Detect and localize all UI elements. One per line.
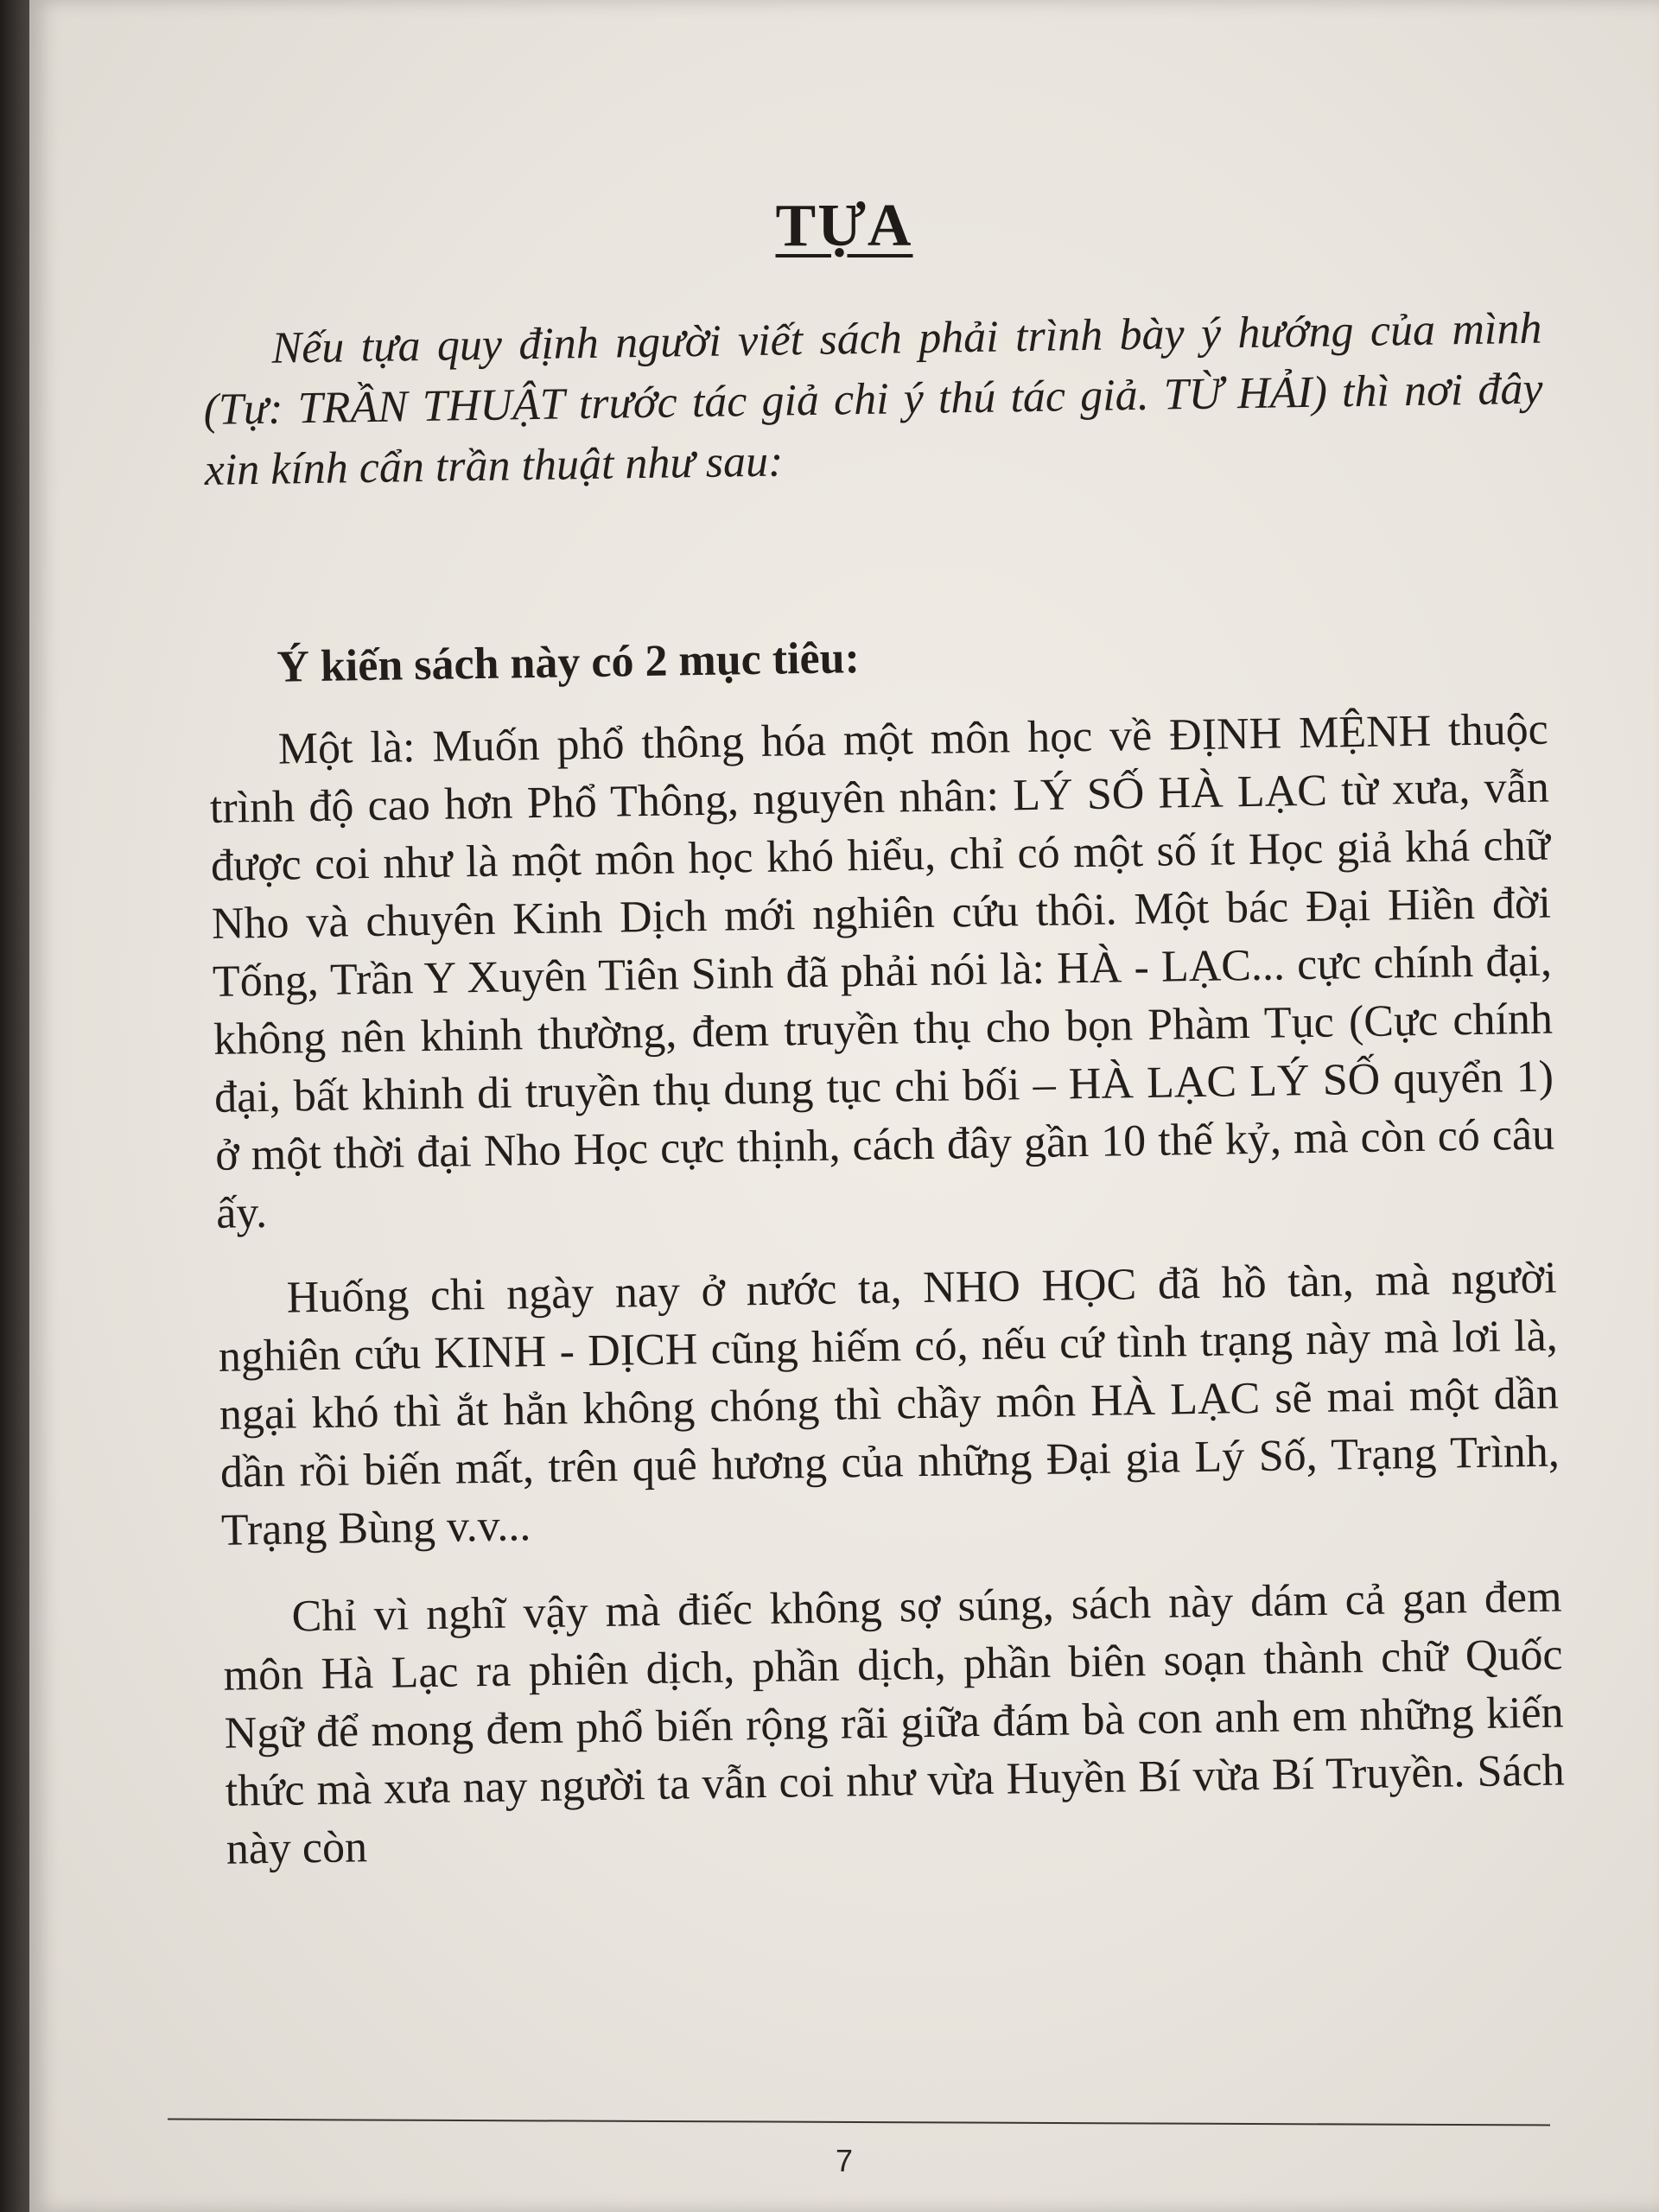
page-title <box>29 192 1659 261</box>
page-number: 7 <box>835 2143 854 2178</box>
footer-divider <box>168 2119 1550 2126</box>
page-body <box>202 299 1566 1878</box>
body-paragraph-2: Huống chi ngày nay ở nước ta, NHO HỌC đã hồ tàn, mà người nghiên cứu KINH - DỊCH cũng hiếm có, nếu cứ tình trạng này mà lơi là, ngại khó thì ắt hẳn không chóng thì chầy môn HÀ LẠC sẽ mai một dần dần rồi biến mất, trên quê hương của những Đại gia Lý Số, Trạng Trình, Trạng Bùng v.v... <box>218 1253 1560 1555</box>
page-title-text: TỰA <box>775 193 913 259</box>
body-paragraph-1: Một là: Muốn phổ thông hóa một môn học về ĐỊNH MỆNH thuộc trình độ cao hơn Phổ Thông, nguyên nhân: LÝ SỐ HÀ LẠC từ xưa, vẫn được coi như là một môn học khó hiểu, chỉ có một số ít Học giả khá chữ Nho và chuyên Kinh Dịch mới nghiên cứu thôi. Một bác Đại Hiền đời Tống, Trần Y Xuyên Tiên Sinh đã phải nói là: HÀ - LẠC... cực chính đại, không nên khinh thường, đem truyền thụ cho bọn Phàm Tục (Cực chính đại, bất khinh di truyền thụ dung tục chi bối – HÀ LẠC LÝ SỐ quyển 1) ở một thời đại Nho Học cực thịnh, cách đây gần 10 thế kỷ, mà còn có câu ấy. <box>209 704 1555 1238</box>
body-paragraph-3: Chỉ vì nghĩ vậy mà điếc không sợ súng, sách này dám cả gan đem môn Hà Lạc ra phiên dịch, phần dịch, phần biên soạn thành chữ Quốc Ngữ để mong đem phổ biến rộng rãi giữa đám bà con anh em những kiến thức mà xưa nay người ta vẫn coi như vừa Huyền Bí vừa Bí Truyền. Sách này còn <box>223 1572 1566 1874</box>
section-heading: Ý kiến sách này có 2 mục tiêu: <box>276 633 861 692</box>
intro-paragraph: Nếu tựa quy định người viết sách phải trình bày ý hướng của mình (Tự: TRẦN THUẬT trước tác giả chi ý thú tác giả. TỪ HẢI) thì nơi đây xin kính cẩn trần thuật như sau: <box>203 303 1543 495</box>
book-page <box>29 0 1659 2212</box>
